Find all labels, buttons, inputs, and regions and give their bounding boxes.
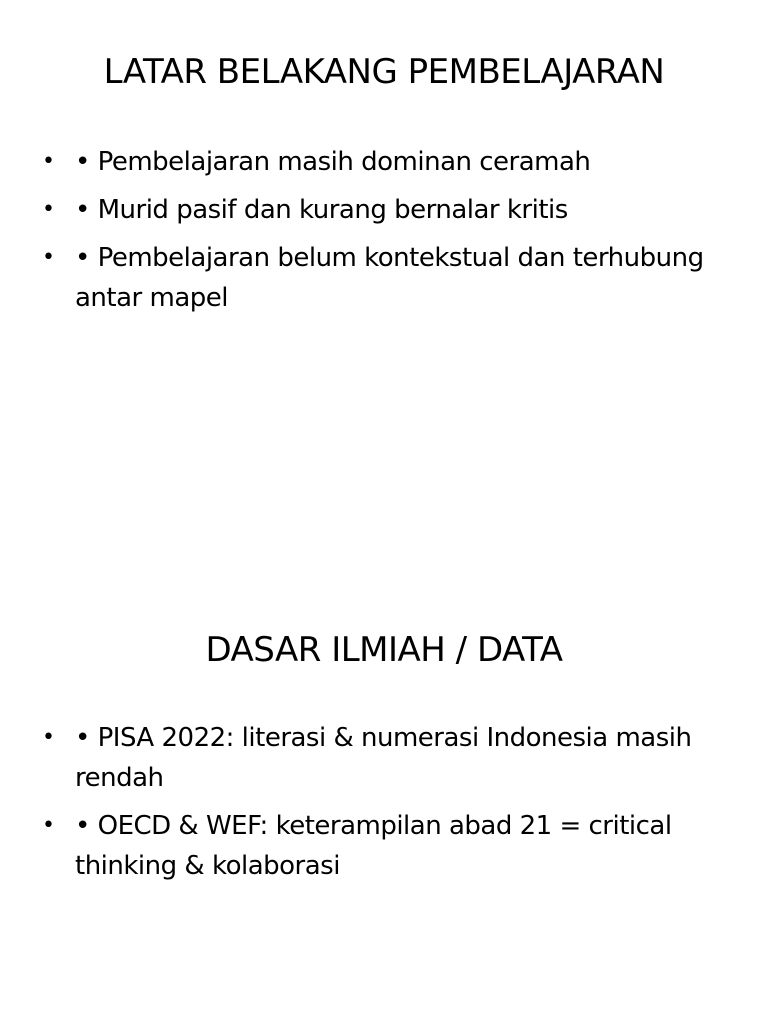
bullet-list <box>38 718 738 894</box>
bullet-text: • OECD & WEF: keterampilan abad 21 = critical thinking & kolaborasi <box>75 811 672 881</box>
bullet-marker: • <box>42 725 55 750</box>
bullet-text: • Pembelajaran belum kontekstual dan terhubung antar mapel <box>75 243 704 313</box>
list-item <box>38 718 738 798</box>
bullet-marker: • <box>42 197 55 222</box>
bullet-marker: • <box>42 813 55 838</box>
bullet-list <box>38 142 738 326</box>
list-item <box>38 806 738 886</box>
slide-dasar-ilmiah <box>0 512 768 1024</box>
bullet-marker: • <box>42 245 55 270</box>
bullet-text: • Murid pasif dan kurang bernalar kritis <box>75 195 568 225</box>
list-item <box>38 190 738 230</box>
bullet-text: • Pembelajaran masih dominan ceramah <box>75 147 591 177</box>
slide-title: DASAR ILMIAH / DATA <box>205 630 563 670</box>
list-item <box>38 238 738 318</box>
slide-title: LATAR BELAKANG PEMBELAJARAN <box>103 52 665 92</box>
bullet-marker: • <box>42 149 55 174</box>
list-item <box>38 142 738 182</box>
bullet-text: • PISA 2022: literasi & numerasi Indonesia masih rendah <box>75 723 692 793</box>
